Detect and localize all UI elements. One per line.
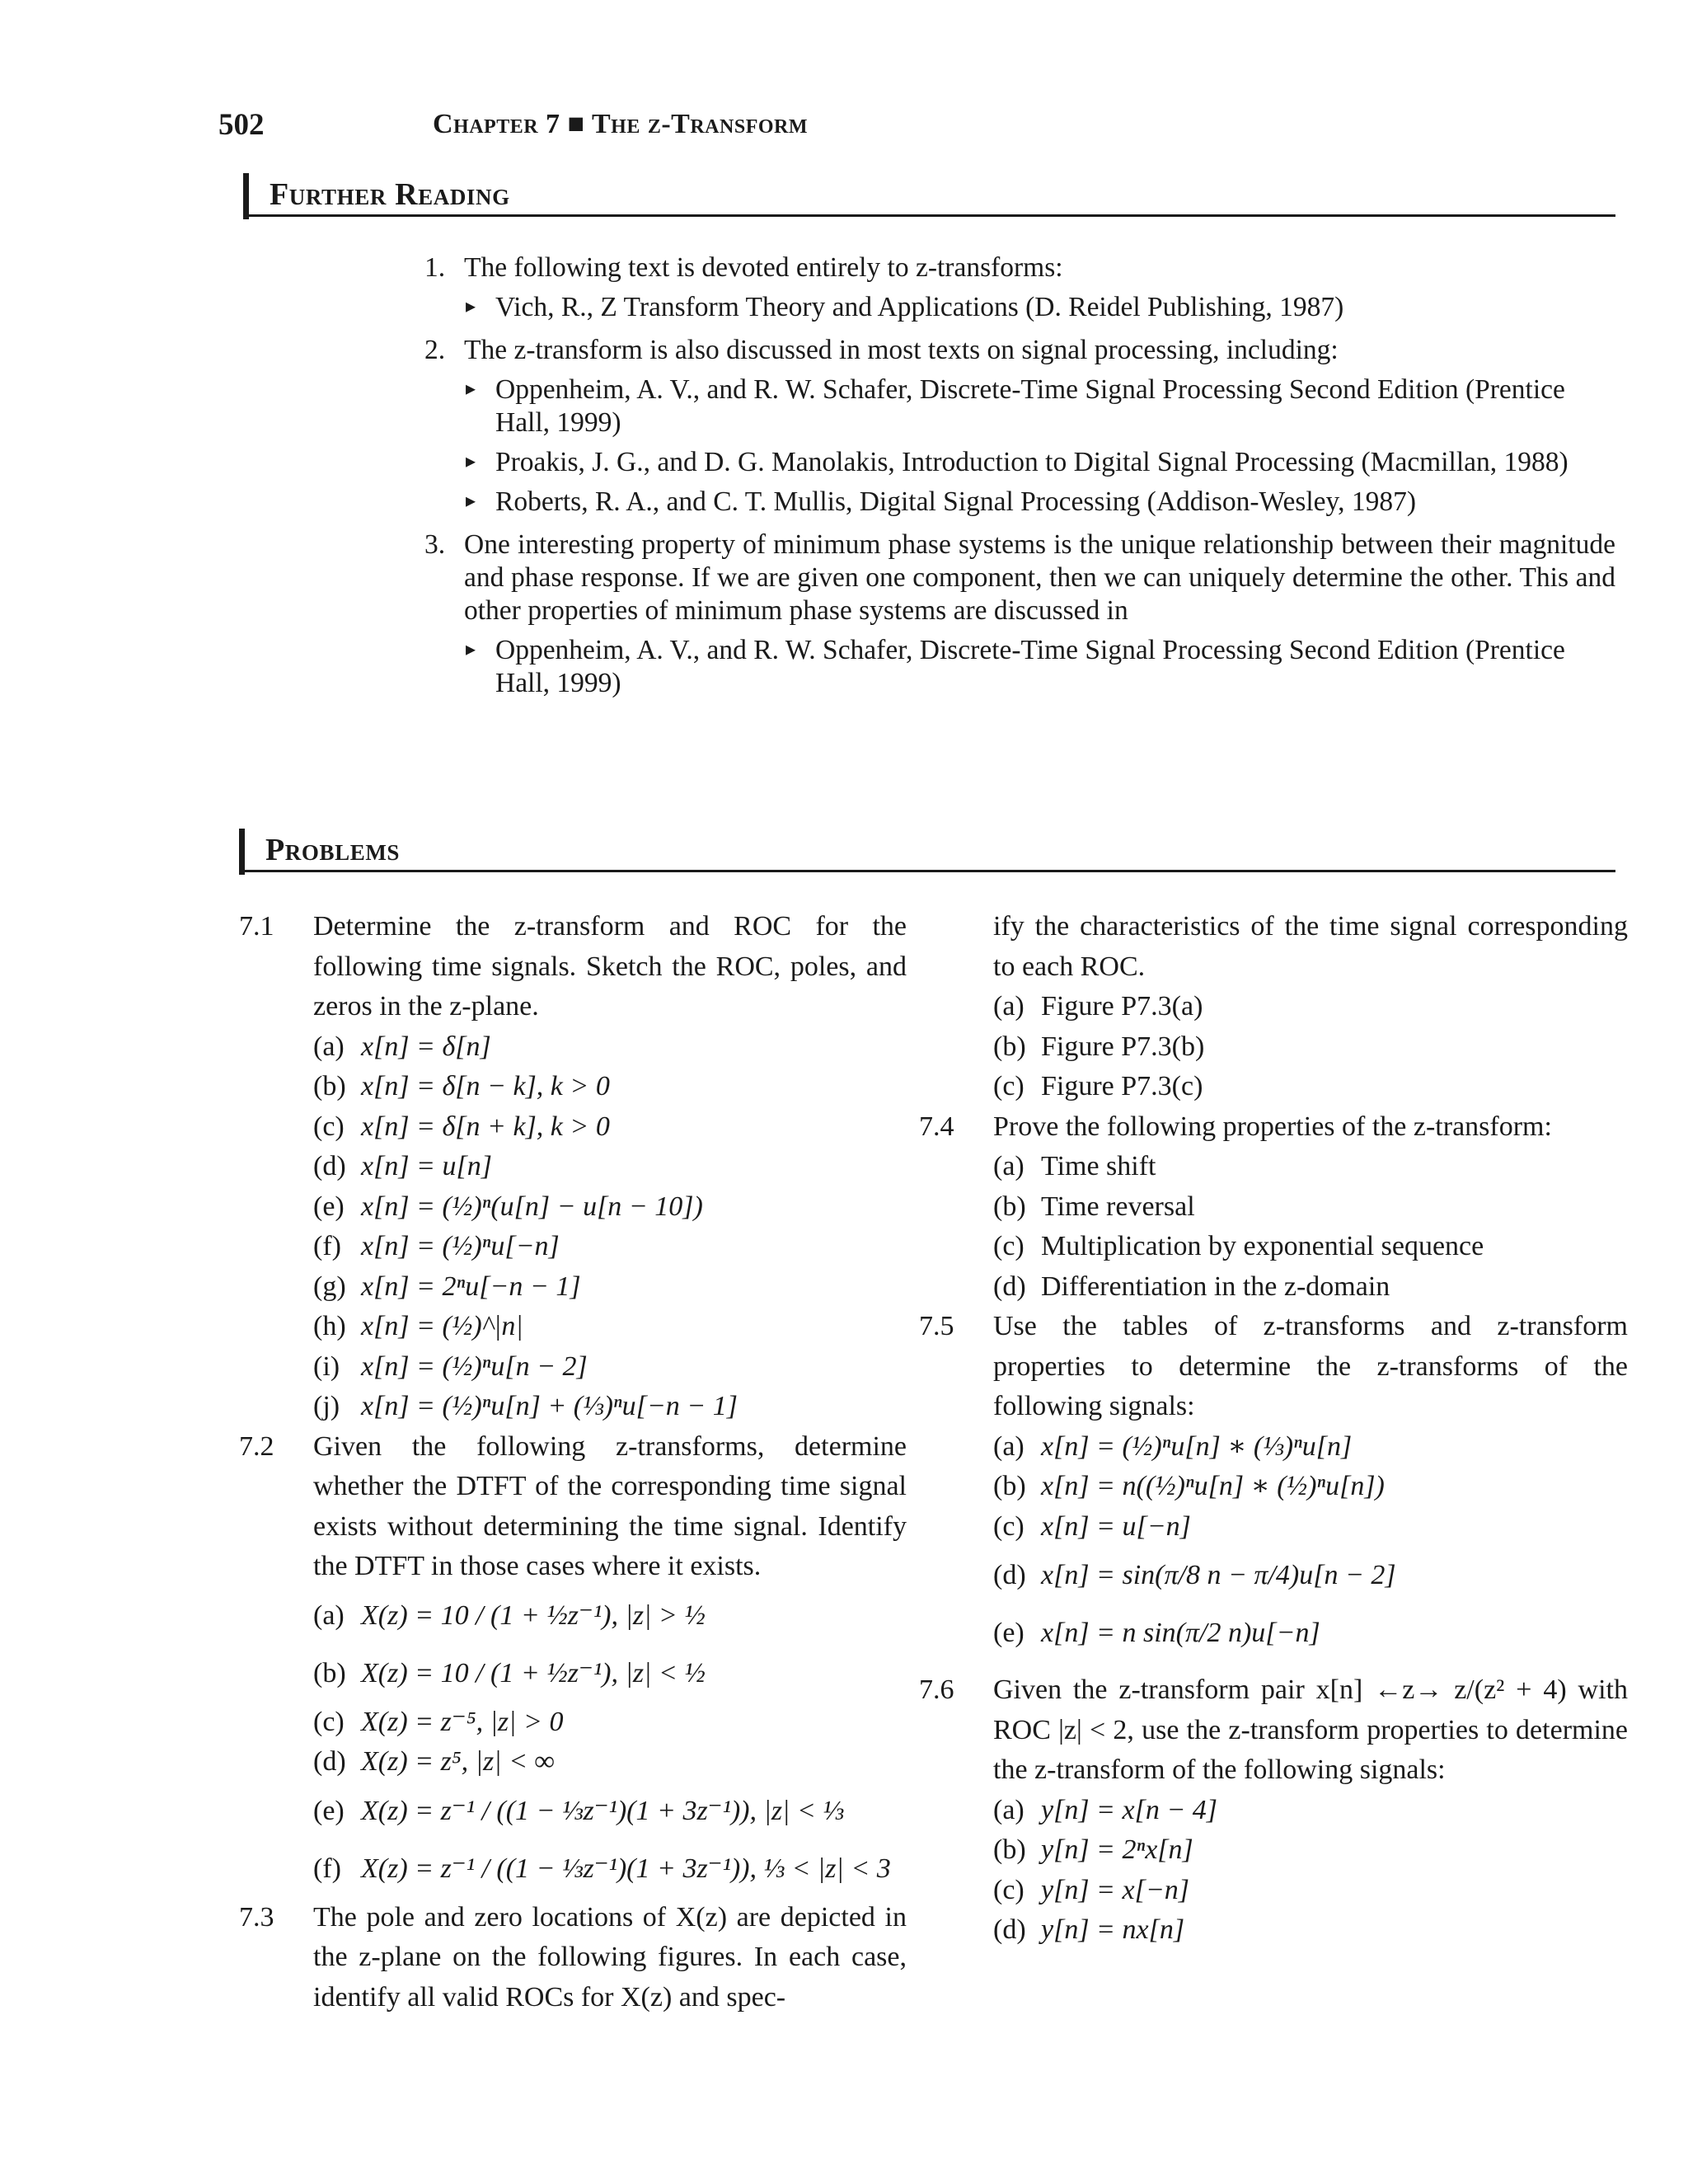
reference: [464, 634, 1615, 700]
part-equation: x[n] = n((½)ⁿu[n] ∗ (½)ⁿu[n]): [1041, 1471, 1385, 1501]
part-label: (c): [993, 1231, 1025, 1261]
reading-item-text: The following text is devoted entirely to z-transforms:: [464, 252, 1063, 283]
problem-text: Given the following z-transforms, determine whether the DTFT of the corresponding time signal exists without determining the time signal. Identify the DTFT in those cases where it exists.: [313, 1430, 907, 1581]
part-text: Time shift: [1041, 1151, 1156, 1181]
part-label: (a): [313, 1599, 345, 1631]
reading-item-3: [424, 528, 1615, 700]
reference-text: Roberts, R. A., and C. T. Mullis, Digital Signal Processing (Addison-Wesley, 1987): [495, 486, 1417, 517]
part-label: (b): [993, 1031, 1026, 1062]
part-label: (a): [993, 1430, 1025, 1462]
problem-7-3: [239, 1898, 907, 2018]
part-label: (d): [313, 1746, 346, 1777]
triangle-bullet-icon: ▸: [466, 451, 476, 472]
part-equation: x[n] = sin(π/8 n − π/4)u[n − 2]: [1041, 1560, 1396, 1590]
reference-text: Vich, R., Z Transform Theory and Applications (D. Reidel Publishing, 1987): [495, 292, 1344, 322]
part-label: (d): [313, 1151, 346, 1181]
problems-title: Problems: [265, 833, 401, 867]
heading-bar: [239, 829, 245, 875]
problem-part: [993, 1147, 1628, 1187]
problem-part: [993, 1910, 1628, 1951]
problem-part: [313, 1587, 907, 1645]
problem-part: [313, 1782, 907, 1840]
part-label: (e): [993, 1618, 1025, 1648]
part-label: (f): [313, 1853, 341, 1884]
part-equation: x[n] = u[n]: [361, 1151, 492, 1181]
problem-part: [313, 1107, 907, 1148]
problem-text: Given the z-transform pair x[n] ←z→ z/(z² + 4) with ROC |z| < 2, use the z-transform properties to determine the z-transform of the following signals:: [993, 1674, 1628, 1785]
problem-number: 7.5: [919, 1311, 954, 1341]
part-equation: X(z) = z⁵, |z| < ∞: [361, 1746, 555, 1777]
problem-part: [993, 1791, 1628, 1831]
heading-bar: [243, 173, 249, 219]
part-equation: y[n] = x[n − 4]: [1041, 1794, 1217, 1825]
part-label: (b): [993, 1834, 1026, 1865]
reading-item-2: [424, 334, 1615, 519]
problem-number: 7.6: [919, 1674, 954, 1705]
part-label: (j): [313, 1391, 340, 1421]
problem-7-3-continuation: ify the characteristics of the time signal corresponding to each ROC.: [993, 911, 1628, 982]
part-label: (b): [313, 1071, 346, 1101]
problem-part: [993, 1547, 1628, 1604]
part-label: (d): [993, 1914, 1026, 1945]
problem-text: Use the tables of z-transforms and z-transform properties to determine the z-transforms of the following signals:: [993, 1311, 1628, 1421]
part-label: (e): [313, 1795, 345, 1826]
part-text: Figure P7.3(b): [1041, 1031, 1205, 1062]
part-equation: x[n] = n sin(π/2 n)u[−n]: [1041, 1618, 1320, 1648]
part-equation: X(z) = z⁻¹ / ((1 − ⅓z⁻¹)(1 + 3z⁻¹)), |z| < ⅓: [361, 1795, 844, 1826]
part-equation: X(z) = 10 / (1 + ½z⁻¹), |z| < ½: [361, 1657, 706, 1688]
part-text: Differentiation in the z-domain: [1041, 1270, 1390, 1302]
problem-part: [993, 1227, 1628, 1267]
problem-part: [313, 1267, 907, 1308]
part-label: (f): [313, 1231, 341, 1261]
part-equation: x[n] = (½)ⁿu[−n]: [361, 1231, 560, 1261]
part-label: (i): [313, 1350, 340, 1382]
further-reading-title: Further Reading: [270, 177, 510, 212]
part-equation: y[n] = nx[n]: [1041, 1914, 1185, 1945]
problem-part: [993, 1467, 1628, 1507]
problem-part: [313, 1187, 907, 1228]
problem-7-3-parts: [919, 987, 1628, 1107]
part-equation: x[n] = δ[n]: [361, 1031, 491, 1062]
reading-item-number: 3.: [424, 529, 446, 560]
problem-part: [313, 1027, 907, 1068]
part-equation: x[n] = (½)ⁿu[n] ∗ (⅓)ⁿu[n]: [1041, 1430, 1353, 1462]
problem-part: [313, 1227, 907, 1267]
part-label: (a): [993, 991, 1025, 1022]
problem-number: 7.3: [239, 1901, 274, 1933]
problem-part: [313, 1067, 907, 1107]
reading-item-number: 1.: [424, 252, 446, 283]
problem-part: [313, 1307, 907, 1347]
part-equation: x[n] = 2ⁿu[−n − 1]: [361, 1270, 581, 1302]
part-text: Time reversal: [1041, 1191, 1195, 1222]
part-label: (c): [313, 1706, 345, 1737]
part-label: (d): [993, 1270, 1026, 1302]
running-head: [218, 107, 1620, 148]
part-text: Figure P7.3(a): [1041, 991, 1203, 1022]
problem-part: [993, 1067, 1628, 1107]
part-equation: X(z) = z⁻⁵, |z| > 0: [361, 1706, 564, 1737]
problem-7-1: [239, 907, 907, 1427]
part-label: (a): [993, 1151, 1025, 1181]
part-equation: X(z) = 10 / (1 + ½z⁻¹), |z| > ½: [361, 1599, 706, 1631]
problem-text: Prove the following properties of the z-transform:: [993, 1111, 1552, 1142]
problem-7-6: [919, 1670, 1628, 1951]
problem-7-2: [239, 1427, 907, 1898]
triangle-bullet-icon: ▸: [466, 491, 476, 512]
part-equation: x[n] = δ[n + k], k > 0: [361, 1111, 610, 1142]
reference-text: Oppenheim, A. V., and R. W. Schafer, Discrete-Time Signal Processing Second Edition (Prentice Hall, 1999): [495, 374, 1565, 438]
problem-part: [993, 1027, 1628, 1068]
problem-part: [313, 1742, 907, 1782]
part-label: (g): [313, 1270, 346, 1302]
problem-part: [993, 1187, 1628, 1228]
reading-item-text: The z-transform is also discussed in most texts on signal processing, including:: [464, 335, 1339, 365]
part-label: (e): [313, 1191, 345, 1222]
part-label: (h): [313, 1311, 346, 1341]
problems-heading: [239, 829, 1615, 875]
problems-left-column: [239, 907, 907, 2017]
problem-part: [993, 1604, 1628, 1662]
part-label: (c): [993, 1071, 1025, 1101]
problem-part: [993, 1507, 1628, 1548]
problem-number: 7.1: [239, 911, 274, 942]
reading-item-1: [424, 251, 1615, 324]
problem-part: [993, 1871, 1628, 1911]
part-label: (b): [993, 1191, 1026, 1222]
problem-part: [993, 1830, 1628, 1871]
part-equation: x[n] = (½)^|n|: [361, 1311, 523, 1341]
part-label: (b): [313, 1657, 346, 1688]
triangle-bullet-icon: ▸: [466, 296, 476, 317]
part-equation: x[n] = δ[n − k], k > 0: [361, 1071, 610, 1101]
part-equation: y[n] = x[−n]: [1041, 1874, 1189, 1905]
problem-part: [313, 1645, 907, 1703]
further-reading-list: [424, 251, 1615, 710]
heading-rule: [249, 214, 1615, 217]
problem-number: 7.4: [919, 1111, 954, 1142]
problem-7-5: [919, 1307, 1628, 1662]
part-equation: x[n] = (½)ⁿu[n − 2]: [361, 1350, 588, 1382]
problem-text: Determine the z-transform and ROC for the following time signals. Sketch the ROC, poles, and zeros in the z-plane.: [313, 911, 907, 1022]
reference: [464, 446, 1615, 479]
part-label: (c): [993, 1874, 1025, 1905]
problem-part: [313, 1387, 907, 1427]
part-label: (c): [993, 1510, 1025, 1542]
further-reading-heading: [243, 173, 1615, 219]
reference: [464, 373, 1615, 439]
part-text: Figure P7.3(c): [1041, 1071, 1203, 1101]
problem-part: [993, 1267, 1628, 1308]
problem-part: [313, 1147, 907, 1187]
triangle-bullet-icon: ▸: [466, 639, 476, 660]
problem-number: 7.2: [239, 1430, 274, 1462]
problem-part: [313, 1347, 907, 1388]
page-number: 502: [218, 108, 265, 142]
part-equation: y[n] = 2ⁿx[n]: [1041, 1834, 1193, 1865]
reading-item-text: One interesting property of minimum phase systems is the unique relationship between their magnitude and phase response. If we are given one component, then we can uniquely determine the other. This and other properties of minimum phase systems are discussed in: [464, 529, 1615, 626]
part-equation: X(z) = z⁻¹ / ((1 − ⅓z⁻¹)(1 + 3z⁻¹)), ⅓ < |z| < 3: [361, 1853, 891, 1884]
part-text: Multiplication by exponential sequence: [1041, 1231, 1484, 1261]
part-label: (a): [313, 1031, 345, 1062]
reference-text: Oppenheim, A. V., and R. W. Schafer, Discrete-Time Signal Processing Second Edition (Prentice Hall, 1999): [495, 635, 1565, 698]
reference: [464, 291, 1615, 324]
reference-text: Proakis, J. G., and D. G. Manolakis, Introduction to Digital Signal Processing (Macmillan, 1988): [495, 447, 1568, 477]
reading-item-number: 2.: [424, 335, 446, 365]
problem-text: The pole and zero locations of X(z) are depicted in the z-plane on the following figures. In each case, identify all valid ROCs for X(z) and spec-: [313, 1901, 907, 2013]
part-label: (a): [993, 1794, 1025, 1825]
problem-part: [313, 1703, 907, 1743]
problem-part: [313, 1840, 907, 1898]
problem-part: [993, 1427, 1628, 1468]
problems-right-column: [919, 907, 1628, 1951]
part-equation: x[n] = (½)ⁿ(u[n] − u[n − 10]): [361, 1191, 703, 1222]
part-label: (b): [993, 1471, 1026, 1501]
heading-rule: [245, 870, 1615, 872]
reference: [464, 486, 1615, 519]
part-equation: x[n] = u[−n]: [1041, 1510, 1191, 1542]
problem-part: [993, 987, 1628, 1027]
part-label: (d): [993, 1560, 1026, 1590]
chapter-title: Chapter 7 ■ The z-Transform: [433, 109, 809, 139]
part-equation: x[n] = (½)ⁿu[n] + (⅓)ⁿu[−n − 1]: [361, 1391, 738, 1421]
part-label: (c): [313, 1111, 345, 1142]
problem-7-4: [919, 1107, 1628, 1308]
triangle-bullet-icon: ▸: [466, 378, 476, 400]
